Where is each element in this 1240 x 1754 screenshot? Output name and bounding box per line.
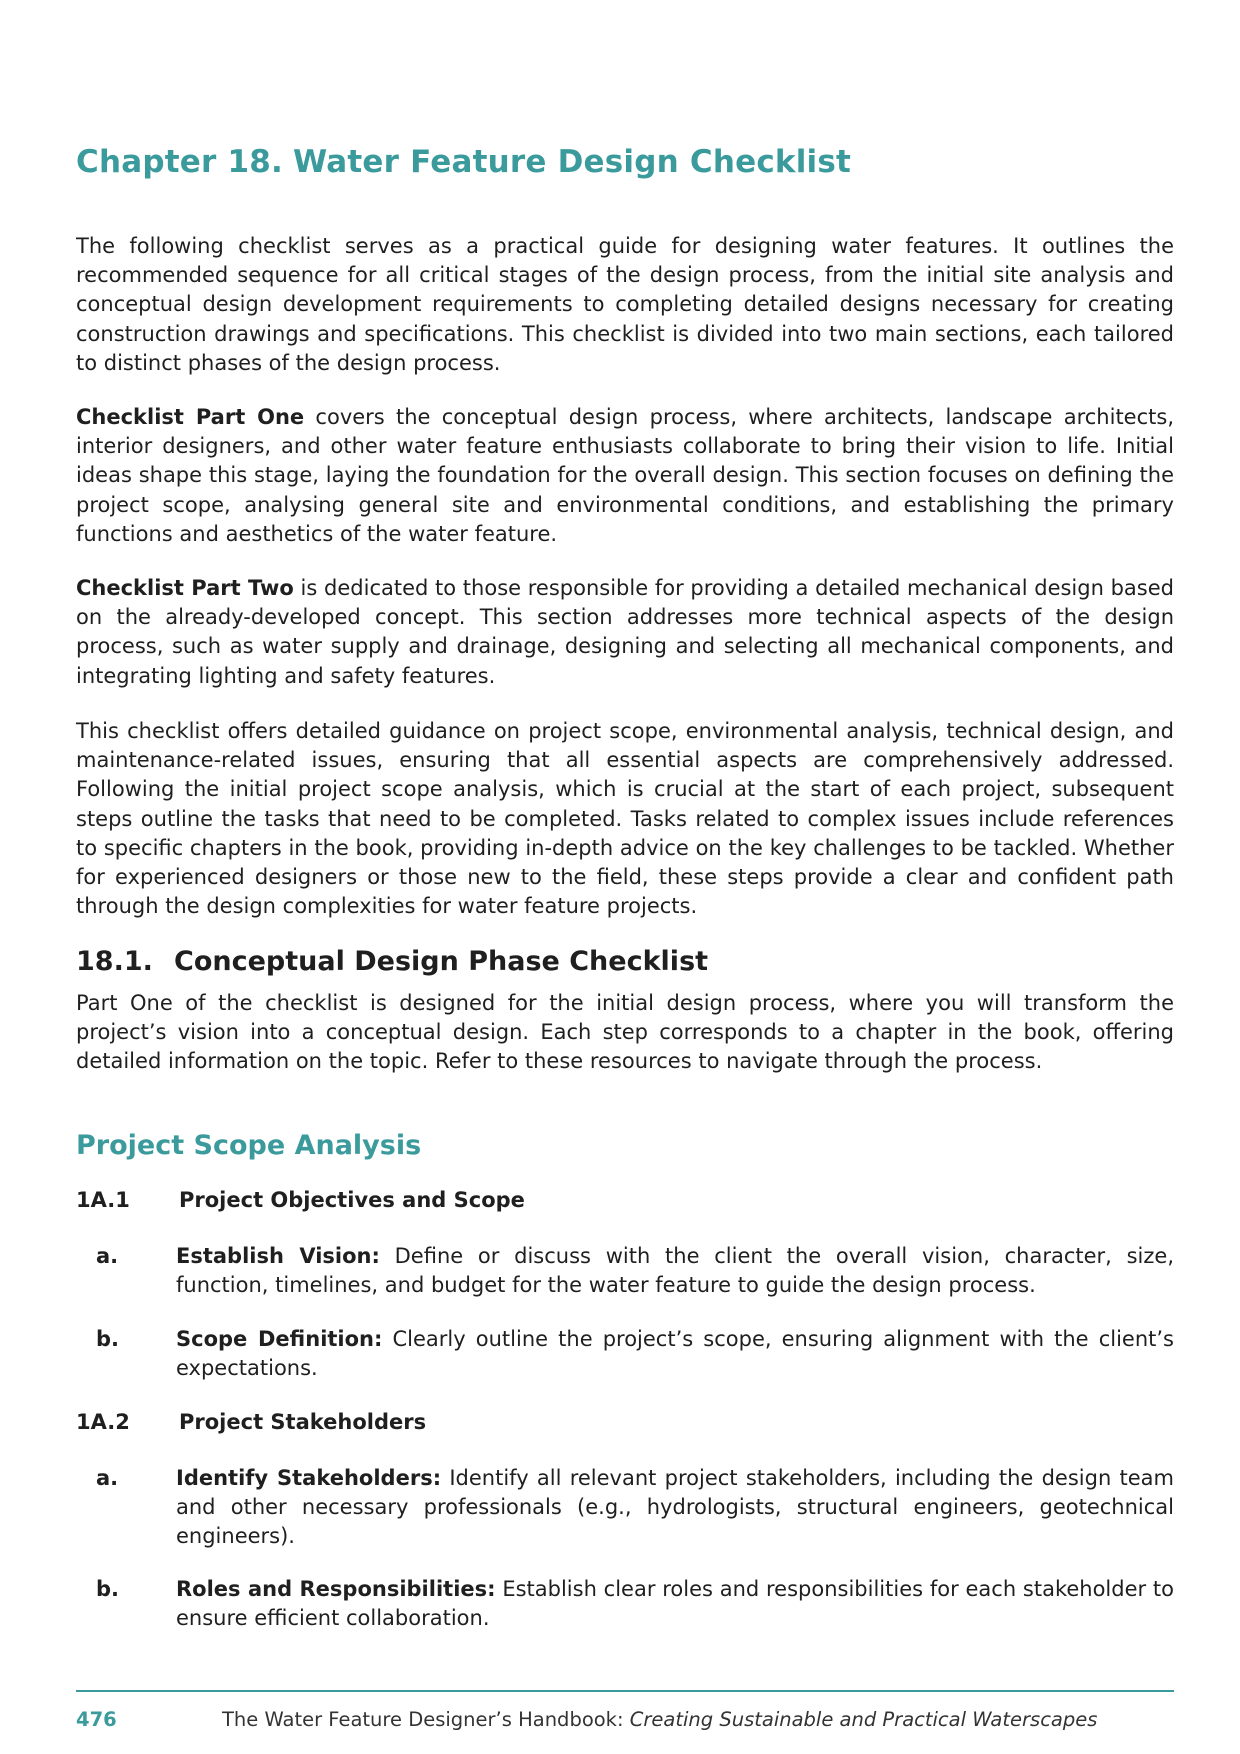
list-item-label: Roles and Responsibilities: xyxy=(176,1577,496,1601)
intro-paragraph-2 xyxy=(76,403,1174,549)
chapter-title xyxy=(76,144,851,180)
item-title: Project Objectives and Scope xyxy=(179,1188,525,1212)
intro-paragraph-3 xyxy=(76,574,1174,691)
item-heading xyxy=(76,1188,525,1212)
list-item-label: Identify Stakeholders: xyxy=(176,1466,442,1490)
list-item xyxy=(76,1575,1174,1633)
list-item-text xyxy=(176,1575,1174,1633)
checklist-part-two-label: Checklist Part Two xyxy=(76,576,294,600)
list-item-letter: b. xyxy=(96,1577,120,1601)
list-item-text xyxy=(176,1464,1174,1552)
subsection-heading: Project Scope Analysis xyxy=(76,1130,422,1161)
list-item-text xyxy=(176,1242,1174,1300)
book-title xyxy=(222,1708,1097,1731)
list-item-letter: a. xyxy=(96,1244,119,1268)
book-title-text: The Water Feature Designer’s Handbook: xyxy=(222,1708,630,1731)
list-item xyxy=(76,1325,1174,1383)
intro-paragraph-2-text: covers the conceptual design process, where architects, landscape architects, interior designers, and other water feature enthusiasts collaborate to bring their vision to life. Initial ideas shape this stage, laying the foundation for the overall design. This section focuses on defining the project scope, analysing general site and environmental conditions, and establishing the primary functions and aesthetics of the water feature. xyxy=(76,405,1174,546)
list-item xyxy=(76,1464,1174,1552)
intro-paragraph-1: The following checklist serves as a practical guide for designing water features. It outlines the recommended sequence for all critical stages of the design process, from the initial site analysis and conceptual design development requirements to completing detailed designs necessary for creating construction drawings and specifications. This checklist is divided into two main sections, each tailored to distinct phases of the design process. xyxy=(76,234,1174,375)
intro-paragraph-4: This checklist offers detailed guidance on project scope, environmental analysis, technical design, and maintenance-related issues, ensuring that all essential aspects are comprehensively addressed. Following the initial project scope analysis, which is crucial at the start of each project, subsequent steps outline the tasks that need to be completed. Tasks related to complex issues include references to specific chapters in the book, providing in-depth advice on the key challenges to be tackled. Whether for experienced designers or those new to the field, these steps provide a clear and confident path through the design complexities for water feature projects. xyxy=(76,719,1174,919)
list-item-body: Establish clear roles and responsibilities for each stakeholder to ensure efficient collaboration. xyxy=(176,1577,1175,1631)
chapter-title-text: Water Feature Design Checklist xyxy=(293,144,852,180)
list-item-letter: a. xyxy=(96,1466,119,1490)
chapter-number: Chapter 18. xyxy=(76,144,283,180)
item-code: 1A.2 xyxy=(76,1410,130,1434)
list-item xyxy=(76,1242,1174,1300)
item-heading xyxy=(76,1410,426,1434)
list-item-body: Identify all relevant project stakeholders, including the design team and other necessary professionals (e.g., hydrologists, structural engineers, geotechnical engineers). xyxy=(176,1466,1174,1549)
list-item-body: Define or discuss with the client the overall vision, character, size, function, timelines, and budget for the water feature to guide the design process. xyxy=(176,1244,1174,1298)
section-body: Part One of the checklist is designed for the initial design process, where you will transform the project’s vision into a conceptual design. Each step corresponds to a chapter in the book, offering detailed information on the topic. Refer to these resources to navigate through the process. xyxy=(76,991,1174,1074)
page-number: 476 xyxy=(76,1708,117,1731)
item-code: 1A.1 xyxy=(76,1188,130,1212)
item-title: Project Stakeholders xyxy=(179,1410,427,1434)
intro-paragraph-3-text: is dedicated to those responsible for providing a detailed mechanical design based on the already-developed concept. This section addresses more technical aspects of the design process, such as water supply and drainage, designing and selecting all mechanical components, and integrating lighting and safety features. xyxy=(76,576,1174,688)
section-title: Conceptual Design Phase Checklist xyxy=(174,946,709,977)
section-heading xyxy=(76,946,708,977)
list-item-label: Scope Definition: xyxy=(176,1327,383,1351)
list-item-text xyxy=(176,1325,1174,1383)
list-item-letter: b. xyxy=(96,1327,120,1351)
section-number: 18.1. xyxy=(76,946,153,977)
book-subtitle: Creating Sustainable and Practical Waterscapes xyxy=(629,1708,1098,1731)
list-item-body: Clearly outline the project’s scope, ensuring alignment with the client’s expectations. xyxy=(176,1327,1174,1381)
list-item-label: Establish Vision: xyxy=(176,1244,380,1268)
checklist-part-one-label: Checklist Part One xyxy=(76,405,305,429)
footer-divider xyxy=(76,1690,1174,1692)
